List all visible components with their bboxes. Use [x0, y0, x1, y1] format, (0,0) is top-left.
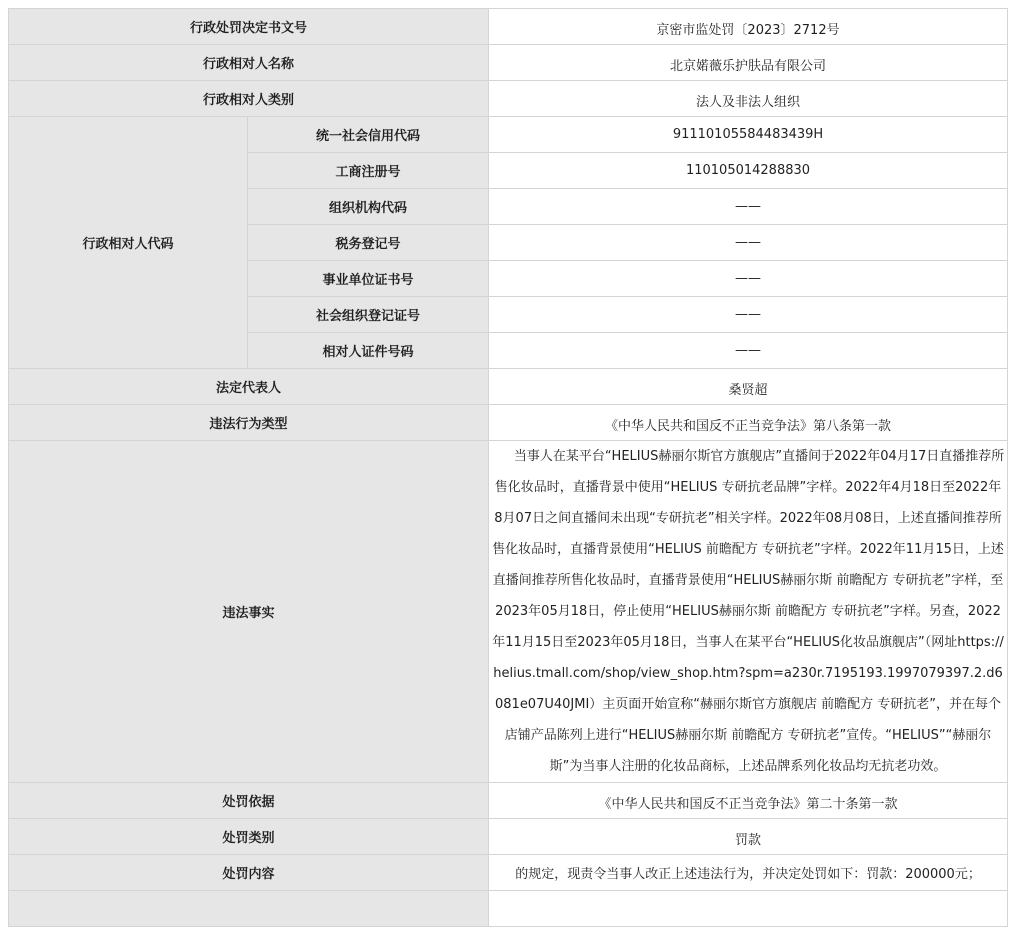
- table-row: [9, 117, 1008, 153]
- value-org-code: ——: [489, 189, 1008, 225]
- label-penalty-category: 处罚类别: [9, 819, 489, 855]
- label-org-code: 组织机构代码: [248, 189, 489, 225]
- value-violation-facts: 当事人在某平台“HELIUS赫丽尔斯官方旗舰店”直播间于2022年04月17日直播推荐所售化妆品时，直播背景中使用“HELIUS 专研抗老品牌”字样。2022年4月18日至2022年8月07日之间直播间未出现“专研抗老”相关字样。2022年08月08日，上述直播间推荐所售化妆品时，直播背景使用“HELIUS 前瞻配方 专研抗老”字样。2022年11月15日，上述直播间推荐所售化妆品时，直播背景使用“HELIUS赫丽尔斯 前瞻配方 专研抗老”字样，至2023年05月18日，停止使用“HELIUS赫丽尔斯 前瞻配方 专研抗老”字样。另查，2022年11月15日至2023年05月18日，当事人在某平台“HELIUS化妆品旗舰店”（网址https://helius.tmall.com/shop/view_shop.htm?spm=a230r.7195193.1997079397.2.d6081e07U40JMI）主页面开始宣称“赫丽尔斯官方旗舰店 前瞻配方 专研抗老”，并在每个店铺产品陈列上进行“HELIUS赫丽尔斯 前瞻配方 专研抗老”宣传。“HELIUS”“赫丽尔斯”为当事人注册的化妆品商标，上述品牌系列化妆品均无抗老功效。: [489, 441, 1008, 783]
- value-next-row: [489, 891, 1008, 927]
- value-decision-no: 京密市监处罚〔2023〕2712号: [489, 9, 1008, 45]
- label-business-reg-no: 工商注册号: [248, 153, 489, 189]
- value-institution-cert-no: ——: [489, 261, 1008, 297]
- penalty-info-panel: [8, 8, 1008, 927]
- value-penalty-category: 罚款: [489, 819, 1008, 855]
- label-legal-rep: 法定代表人: [9, 369, 489, 405]
- label-party-code: 行政相对人代码: [9, 117, 248, 369]
- value-business-reg-no: 110105014288830: [489, 153, 1008, 189]
- value-id-no: ——: [489, 333, 1008, 369]
- label-party-name: 行政相对人名称: [9, 45, 489, 81]
- label-social-org-reg-no: 社会组织登记证号: [248, 297, 489, 333]
- label-penalty-content: 处罚内容: [9, 855, 489, 891]
- table-row: [9, 891, 1008, 927]
- value-credit-code: 91110105584483439H: [489, 117, 1008, 153]
- value-social-org-reg-no: ——: [489, 297, 1008, 333]
- label-violation-type: 违法行为类型: [9, 405, 489, 441]
- table-row: [9, 369, 1008, 405]
- penalty-info-table: [8, 8, 1008, 927]
- label-credit-code: 统一社会信用代码: [248, 117, 489, 153]
- value-penalty-content: 的规定，现责令当事人改正上述违法行为，并决定处罚如下：罚款：200000元；: [489, 855, 1008, 891]
- label-party-type: 行政相对人类别: [9, 81, 489, 117]
- label-penalty-basis: 处罚依据: [9, 783, 489, 819]
- value-penalty-basis: 《中华人民共和国反不正当竞争法》第二十条第一款: [489, 783, 1008, 819]
- table-row: [9, 819, 1008, 855]
- value-party-name: 北京婼薇乐护肤品有限公司: [489, 45, 1008, 81]
- table-row: [9, 783, 1008, 819]
- table-row: [9, 9, 1008, 45]
- label-institution-cert-no: 事业单位证书号: [248, 261, 489, 297]
- value-party-type: 法人及非法人组织: [489, 81, 1008, 117]
- table-row: [9, 441, 1008, 783]
- value-violation-type: 《中华人民共和国反不正当竞争法》第八条第一款: [489, 405, 1008, 441]
- label-decision-no: 行政处罚决定书文号: [9, 9, 489, 45]
- value-legal-rep: 桑贤超: [489, 369, 1008, 405]
- table-row: [9, 855, 1008, 891]
- table-row: [9, 81, 1008, 117]
- label-next-row: [9, 891, 489, 927]
- label-violation-facts: 违法事实: [9, 441, 489, 783]
- table-row: [9, 45, 1008, 81]
- label-id-no: 相对人证件号码: [248, 333, 489, 369]
- value-tax-reg-no: ——: [489, 225, 1008, 261]
- table-row: [9, 405, 1008, 441]
- label-tax-reg-no: 税务登记号: [248, 225, 489, 261]
